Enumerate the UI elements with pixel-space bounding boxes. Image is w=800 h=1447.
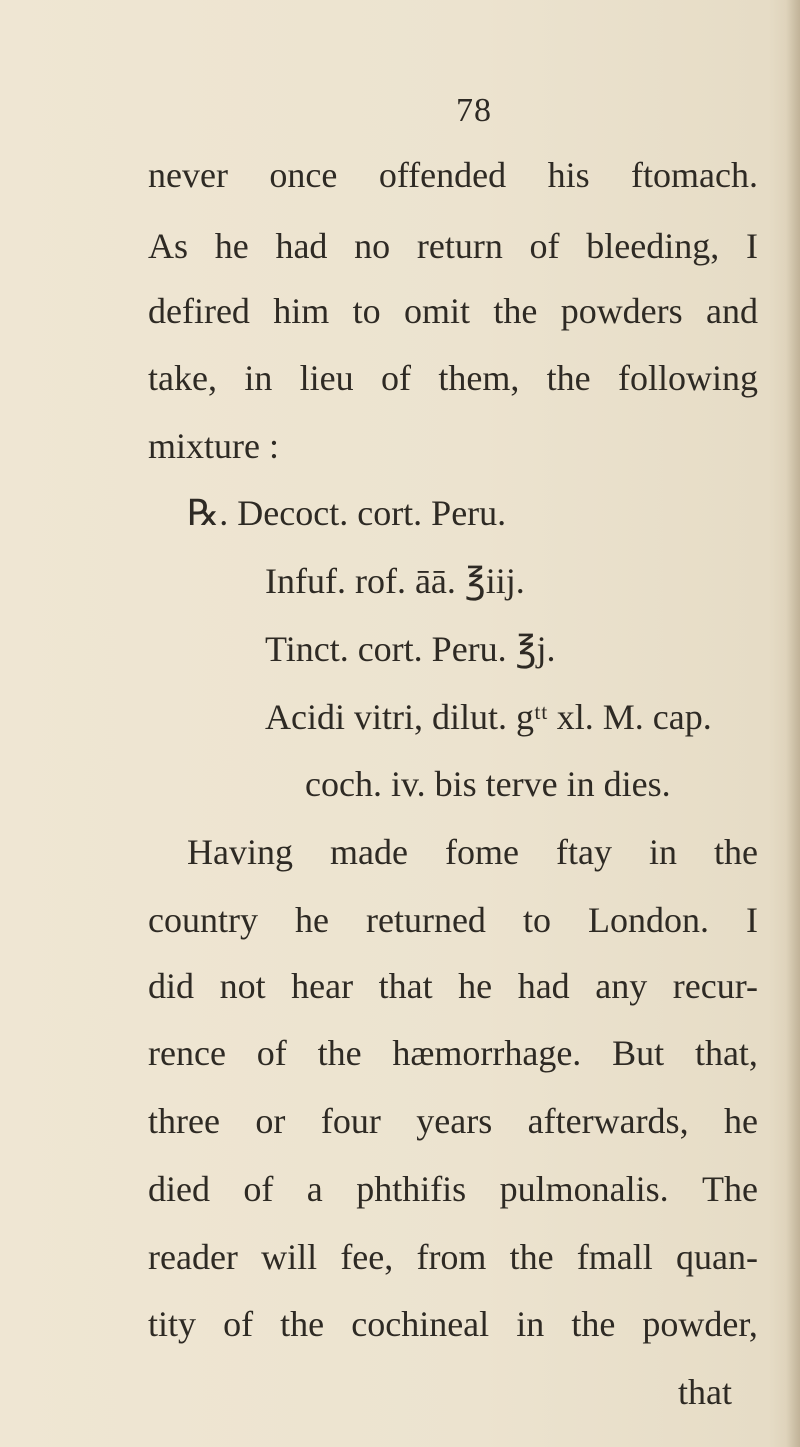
word: ftay	[555, 831, 612, 872]
word: take,	[148, 357, 217, 398]
word: he	[294, 899, 329, 940]
word: omit	[404, 291, 471, 332]
text-line-12	[148, 898, 758, 942]
word: three	[148, 1101, 220, 1142]
word: no	[354, 225, 391, 266]
word: of	[223, 1304, 254, 1345]
word: to	[522, 899, 551, 940]
word: any	[595, 965, 648, 1006]
word: As	[148, 225, 189, 266]
word: fmall	[576, 1236, 653, 1277]
word: phthifis	[356, 1168, 467, 1209]
text-line-1	[148, 153, 758, 197]
word: had	[517, 965, 570, 1006]
word: cochineal	[351, 1304, 490, 1345]
text-line-3	[148, 289, 758, 333]
word: the	[546, 357, 591, 398]
word: of	[256, 1033, 287, 1074]
prescription-line-3: Tinct. cort. Peru. ℥j.	[265, 628, 556, 669]
text-line-11	[187, 830, 758, 874]
word: rence	[148, 1033, 226, 1074]
word: powders	[560, 291, 683, 332]
word: of	[381, 357, 411, 398]
word: I	[745, 899, 758, 940]
text-line-15	[148, 1099, 758, 1143]
word: defired	[148, 291, 250, 332]
word: will	[261, 1236, 318, 1277]
word: he	[724, 1101, 758, 1142]
word: them,	[438, 357, 520, 398]
word: recur-	[672, 965, 758, 1006]
word: years	[416, 1101, 493, 1142]
word: the	[509, 1236, 554, 1277]
word: following	[618, 357, 758, 398]
word: powder,	[642, 1304, 758, 1345]
word: bleeding,	[586, 225, 720, 266]
word: of	[243, 1168, 274, 1209]
word: he	[214, 225, 249, 266]
word: The	[702, 1168, 758, 1209]
word: died	[148, 1168, 210, 1209]
page-edge-shadow	[786, 0, 800, 1447]
word: he	[458, 965, 493, 1006]
word: had	[275, 225, 328, 266]
word: in	[516, 1304, 545, 1345]
word: or	[255, 1101, 286, 1142]
catchword: that	[678, 1372, 732, 1412]
word: tity	[148, 1304, 197, 1345]
prescription-line-4: Acidi vitri, dilut. gᵗᵗ xl. M. cap.	[265, 696, 712, 737]
text-line-5: mixture :	[148, 425, 279, 466]
word: once	[269, 154, 338, 195]
word: I	[745, 225, 758, 266]
word: But	[612, 1033, 665, 1074]
word: never	[148, 154, 228, 195]
word: in	[244, 357, 273, 398]
word: lieu	[299, 357, 354, 398]
page-number: 78	[456, 92, 492, 129]
word: the	[317, 1033, 362, 1074]
word: offended	[378, 154, 507, 195]
word: afterwards,	[527, 1101, 689, 1142]
word: four	[320, 1101, 381, 1142]
word: quan-	[675, 1236, 758, 1277]
word: fee,	[340, 1236, 394, 1277]
text-line-4	[148, 356, 758, 400]
prescription-line-5: coch. iv. bis terve in dies.	[305, 764, 671, 805]
word: and	[706, 291, 758, 332]
word: hæmorrhage.	[392, 1033, 582, 1074]
word: his	[547, 154, 590, 195]
word: the	[280, 1304, 325, 1345]
text-line-16	[148, 1167, 758, 1211]
prescription-line-1: ℞. Decoct. cort. Peru.	[187, 493, 507, 534]
word: that	[378, 965, 433, 1006]
word: Having	[187, 831, 293, 872]
word: fome	[444, 831, 519, 872]
word: ftomach.	[631, 154, 758, 195]
word: a	[306, 1168, 323, 1209]
text-line-14	[148, 1031, 758, 1075]
word: London.	[587, 899, 709, 940]
word: returned	[365, 899, 486, 940]
word: in	[648, 831, 677, 872]
word: reader	[148, 1236, 238, 1277]
word: the	[571, 1304, 616, 1345]
word: hear	[291, 965, 354, 1006]
word: country	[148, 899, 258, 940]
word: of	[529, 225, 560, 266]
word: made	[330, 831, 408, 872]
word: from	[416, 1236, 487, 1277]
word: the	[493, 291, 538, 332]
word: return	[416, 225, 503, 266]
word: him	[273, 291, 330, 332]
word: pulmonalis.	[499, 1168, 669, 1209]
word: not	[219, 965, 266, 1006]
prescription-line-2: Infuf. rof. āā. ℥iij.	[265, 561, 525, 602]
text-line-18	[148, 1302, 758, 1346]
text-line-2	[148, 224, 758, 268]
word: to	[352, 291, 381, 332]
text-line-13	[148, 964, 758, 1008]
word: that,	[694, 1033, 758, 1074]
word: the	[713, 831, 758, 872]
word: did	[148, 965, 195, 1006]
text-line-17	[148, 1235, 758, 1279]
